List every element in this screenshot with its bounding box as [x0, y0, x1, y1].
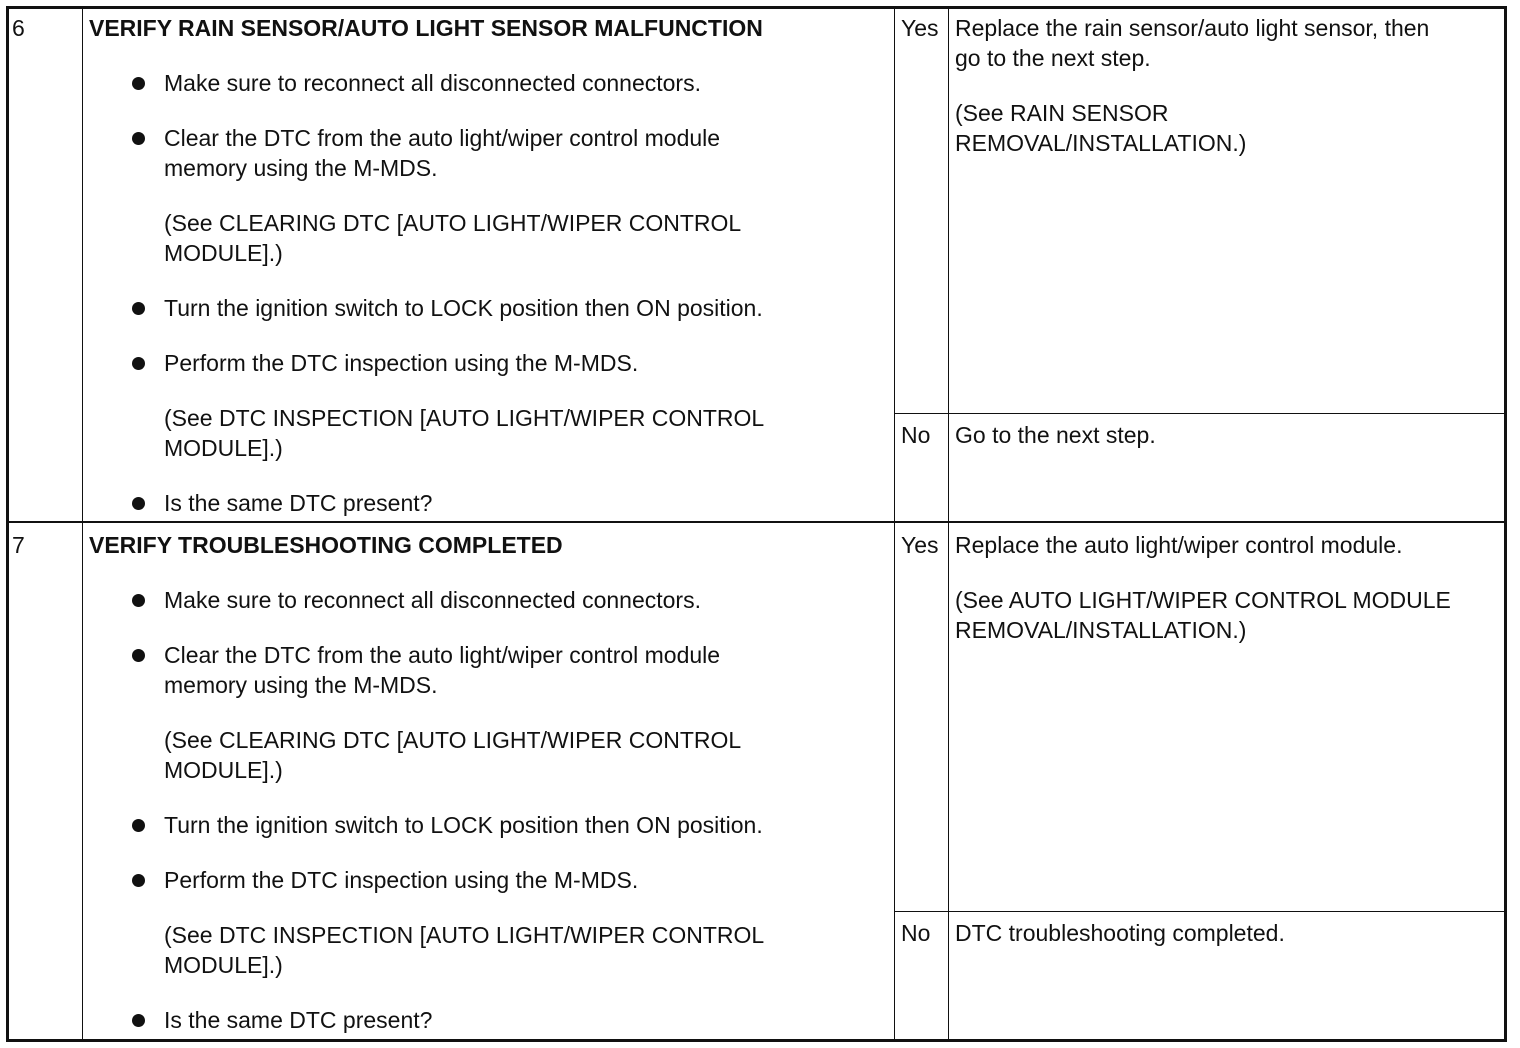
yes-action: Replace the rain sensor/auto light sensor, then	[955, 15, 1430, 41]
bullet-text: Perform the DTC inspection using the M-MDS.	[164, 867, 639, 893]
bullet-icon	[132, 819, 145, 832]
bullet-icon	[132, 357, 145, 370]
step-number: 7	[12, 532, 25, 558]
column-divider-procedure	[894, 7, 895, 1041]
yes-action: Replace the auto light/wiper control module.	[955, 532, 1403, 558]
reference-note: MODULE].)	[164, 952, 283, 978]
yes-action: go to the next step.	[955, 45, 1151, 71]
step-number: 6	[12, 15, 25, 41]
column-divider-answer	[948, 7, 949, 1041]
no-action: Go to the next step.	[955, 422, 1156, 448]
step-title: VERIFY RAIN SENSOR/AUTO LIGHT SENSOR MALFUNCTION	[89, 15, 763, 41]
reference-note: MODULE].)	[164, 757, 283, 783]
reference-note: (See DTC INSPECTION [AUTO LIGHT/WIPER CONTROL	[164, 405, 765, 431]
no-label: No	[901, 920, 931, 946]
no-label: No	[901, 422, 931, 448]
bullet-text: memory using the M-MDS.	[164, 672, 438, 698]
no-action: DTC troubleshooting completed.	[955, 920, 1285, 946]
bullet-icon	[132, 497, 145, 510]
step-title: VERIFY TROUBLESHOOTING COMPLETED	[89, 532, 563, 558]
bullet-text: Make sure to reconnect all disconnected connectors.	[164, 70, 701, 96]
answer-divider	[895, 911, 1506, 912]
answer-divider	[895, 413, 1506, 414]
bullet-icon	[132, 874, 145, 887]
bullet-icon	[132, 132, 145, 145]
bullet-text: Clear the DTC from the auto light/wiper control module	[164, 125, 721, 151]
bullet-text: Make sure to reconnect all disconnected connectors.	[164, 587, 701, 613]
yes-reference-note: REMOVAL/INSTALLATION.)	[955, 617, 1247, 643]
bullet-icon	[132, 649, 145, 662]
reference-note: MODULE].)	[164, 240, 283, 266]
bullet-icon	[132, 1014, 145, 1027]
bullet-text: Perform the DTC inspection using the M-MDS.	[164, 350, 639, 376]
yes-label: Yes	[901, 532, 939, 558]
bullet-icon	[132, 594, 145, 607]
row-divider	[7, 521, 1506, 523]
bullet-text: Turn the ignition switch to LOCK position then ON position.	[164, 295, 763, 321]
yes-reference-note: REMOVAL/INSTALLATION.)	[955, 130, 1247, 156]
yes-reference-note: (See RAIN SENSOR	[955, 100, 1169, 126]
bullet-icon	[132, 77, 145, 90]
bullet-text: memory using the M-MDS.	[164, 155, 438, 181]
yes-label: Yes	[901, 15, 939, 41]
reference-note: MODULE].)	[164, 435, 283, 461]
bullet-text: Is the same DTC present?	[164, 490, 433, 516]
reference-note: (See DTC INSPECTION [AUTO LIGHT/WIPER CONTROL	[164, 922, 765, 948]
column-divider-step	[82, 7, 83, 1041]
bullet-text: Turn the ignition switch to LOCK position then ON position.	[164, 812, 763, 838]
bullet-text: Clear the DTC from the auto light/wiper control module	[164, 642, 721, 668]
bullet-icon	[132, 302, 145, 315]
bullet-text: Is the same DTC present?	[164, 1007, 433, 1033]
yes-reference-note: (See AUTO LIGHT/WIPER CONTROL MODULE	[955, 587, 1451, 613]
reference-note: (See CLEARING DTC [AUTO LIGHT/WIPER CONTROL	[164, 210, 742, 236]
reference-note: (See CLEARING DTC [AUTO LIGHT/WIPER CONTROL	[164, 727, 742, 753]
